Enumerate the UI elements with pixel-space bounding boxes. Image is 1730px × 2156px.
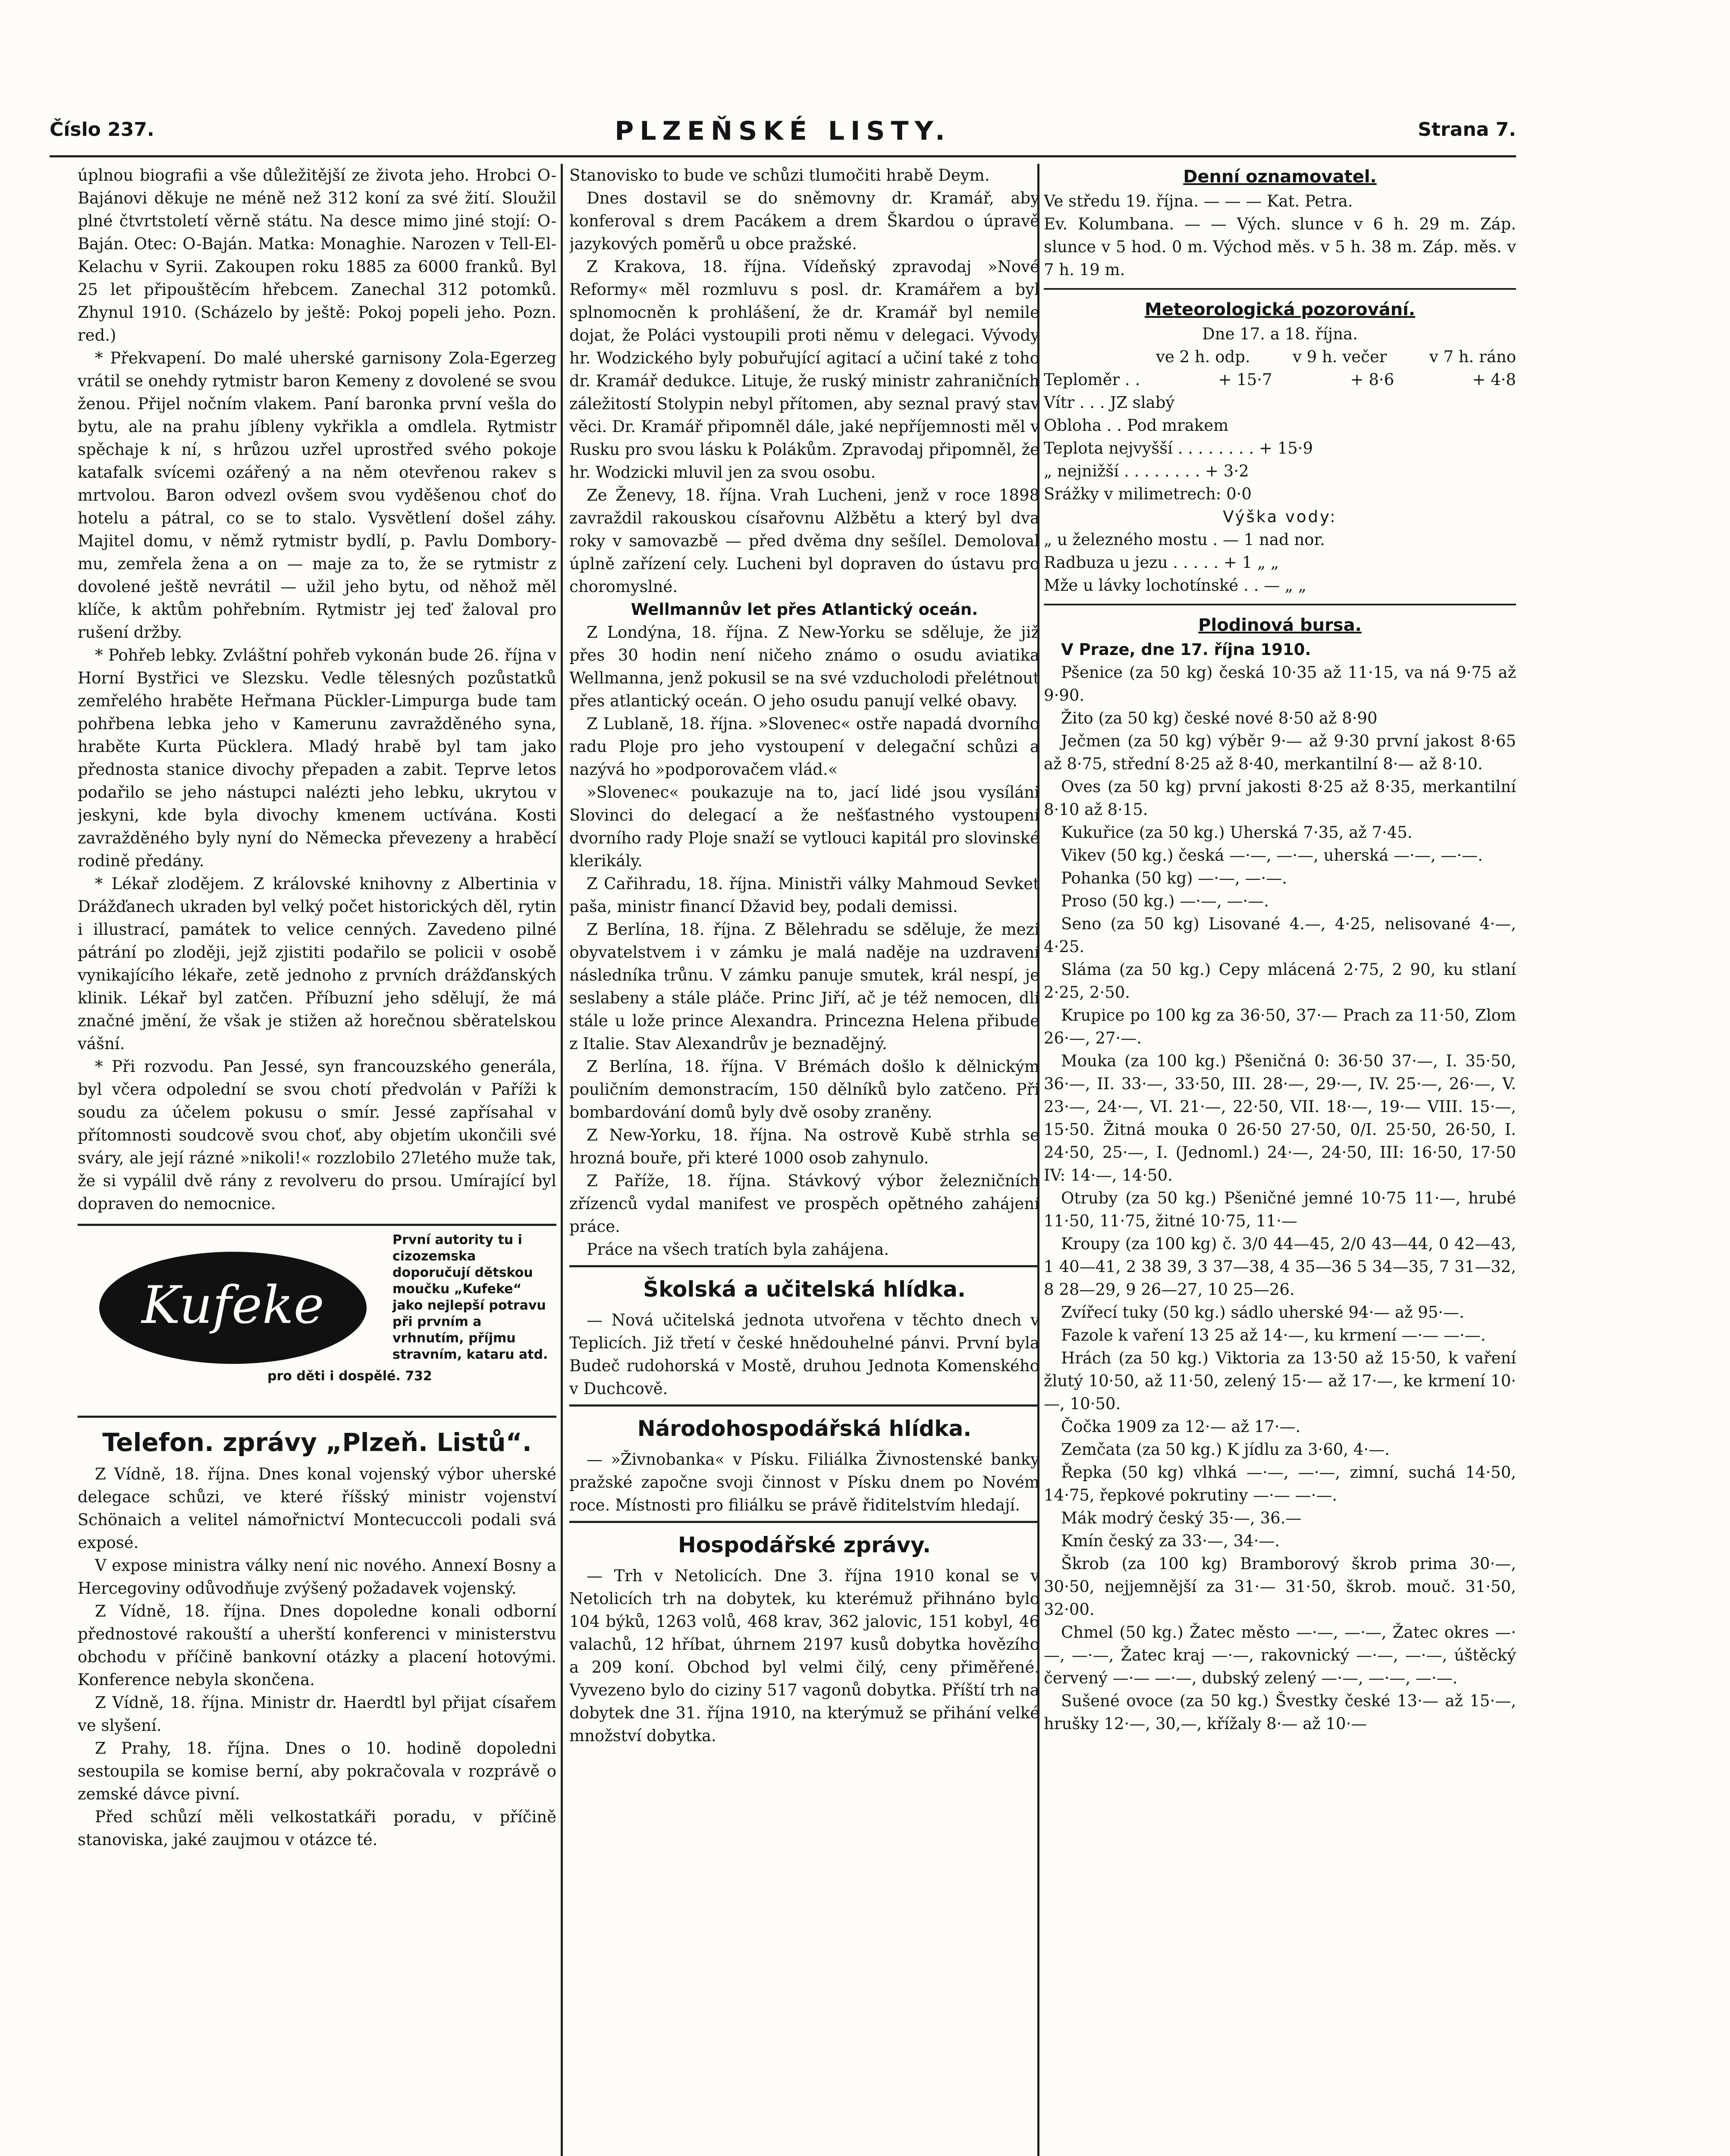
article-paragraph: * Překvapení. Do malé uherské garnisony Zola-Egerzeg vrátil se onehdy rytmistr baron Kemeny z dovolené se svou ženou. Přijel nočním vlakem. Paní baronka první vešla do bytu, ale na prahu jíbleny vykřikla a omdlela. Rytmistr spěchaje k ní, s hrůzou uzřel uprostřed svého pokoje katafalk svícemi ozářený a na něm otevřenou rakev s mrtvolou. Baron odvezl ovšem svou vyděšenou choť do hotelu a pátral, co se to stalo. Vysvětlení došel záhy. Majitel domu, v němž rytmistr bydlí, p. Pavlu Dombory-mu, zemřela žena a on — maje za to, že se rytmistr z dovolené ještě nevrátil — užil jeho bytu, od něhož měl klíče, k aktům pohřebním. Rytmistr jej teď žaloval pro rušení držby. — [78, 349, 556, 642]
article-paragraph: * Pohřeb lebky. Zvláštní pohřeb vykonán bude 26. října v Horní Bystřici ve Slezsku. Vedle tělesných pozůstatků zemřelého hraběte Heřmana Pückler-Limpurga bude tam pohřbena lebka jeho v Kamerunu zavražděného syna, hraběte Kurta Pücklera. Mladý hrabě byl tam jako přednosta stanice divochy přepaden a zabit. Teprve letos podařilo se jeho nástupci nalézti jeho lebku, ukrytou v jeskyni, kde byla divochy kmenem uctívána. Kosti zavražděného byly nyní do Německa převezeny a hraběcí rodině předány. — [78, 646, 556, 870]
ad-code: 732 — [405, 1369, 432, 1384]
article-paragraph: Z Cařihradu, 18. října. Ministři války Mahmoud Sevket paša, ministr financí Džavid bey, podali demissi. — [569, 874, 1039, 916]
telefon-item: V expose ministra války není nic nového. Annexí Bosny a Hercegoviny odůvodňuje zvýšený požadavek vojenský. — [78, 1556, 556, 1598]
article-paragraph: * Při rozvodu. Pan Jessé, syn francouzského generála, byl včera odpolední se svou chotí předvolán v Paříži k soudu za účelem pokusu o smír. Jessé zapřísahal v přítomnosti soudcově svou choť, aby objetím ukončili své sváry, ale její rázné »nikoli!« rozzlobilo 27letého muže tak, že si vypálil dvě rány z revolveru do prsou. Umírající byl dopraven do nemocnice. — [78, 1057, 556, 1213]
page-number: Strana 7. — [1418, 119, 1516, 141]
bursa-item: Škrob (za 100 kg) Bramborový škrob prima 30·—, 30·50, nejjemnější za 31·— 31·50, škrob. mouč. 31·50, 32·00. — [1044, 1554, 1516, 1619]
section-rule — [1044, 288, 1516, 290]
skolska-heading: Školská a učitelská hlídka. — [569, 1265, 1039, 1304]
section-rule — [1044, 604, 1516, 605]
ad-tagline — [267, 1368, 432, 1385]
bursa-item: Ječmen (za 50 kg) výběr 9·— až 9·30 první jakost 8·65 až 8·75, střední 8·25 až 8·40, merkantilní 8·— až 8·10. — [1044, 732, 1516, 773]
article-paragraph: Z Berlína, 18. října. Z Bělehradu se sděluje, že mezi obyvatelstvem i v zámku je malá naděje na uzdravení následníka trůnu. V zámku panuje smutek, král nespí, je seslabeny a stále pláče. Princ Jiří, ač je též nemocen, dlí stále u lože prince Alexandra. Princezna Helena přibude z Italie. Stav Alexandrův je beznadějný. — [569, 920, 1039, 1053]
column-1 — [78, 164, 556, 2156]
meteo-row: Srážky v milimetrech: 0·0 — [1044, 485, 1252, 503]
article-paragraph: Z Lublaně, 18. října. »Slovenec« ostře napadá dvorního radu Ploje pro jeho vystoupení v delegační schůzi a nazývá ho »podporovačem vlád.« — [569, 714, 1039, 779]
bursa-item: Pšenice (za 50 kg) česká 10·35 až 11·15, va ná 9·75 až 9·90. — [1044, 663, 1516, 705]
article-paragraph: Z New-Yorku, 18. října. Na ostrově Kubě strhla se hrozná bouře, při které 1000 osob zahynulo. — [569, 1126, 1039, 1167]
telefon-item: Před schůzí měli velkostatkáři poradu, v příčině stanoviska, jaké zaujmou v otázce té. — [78, 1808, 556, 1849]
vyska-line: Radbuza u jezu . . . . . + 1 „ „ — [1044, 553, 1279, 572]
bursa-item: Vikev (50 kg.) česká —·—, —·—, uherská —·—, —·—. — [1061, 846, 1483, 865]
meteo-col: ve 2 h. odp. — [1156, 348, 1250, 366]
meteo-date: Dne 17. a 18. října. — [1202, 325, 1358, 343]
telefon-item: Z Vídně, 18. října. Dnes konal vojenský výbor uherské delegace schůzi, ve které říšský ministr vojenství Schönaich a velitel námořnictví Montecuccoli podali svá exposé. — [78, 1465, 556, 1552]
meteo-row: Obloha . . Pod mrakem — [1044, 416, 1229, 435]
article-paragraph: Z Londýna, 18. října. Z New-Yorku se sděluje, že již přes 30 hodin není ničeho známo o osudu aviatika Wellmanna, jenž pokusil se na své vzducholodi přelétnout přes atlantický oceán. O jeho osudu panují velké obavy. — [569, 623, 1039, 710]
skolska-text: — Nová učitelská jednota utvořena v těchto dnech v Teplicích. Již třetí v české hnědouhelné pánvi. První byla Budeč rudohorská v Mostě, druhou Jednota Komenského v Duchcově. — [569, 1311, 1039, 1398]
kufeke-logo-text: Kufeke — [141, 1275, 324, 1335]
telefon-item: Z Vídně, 18. října. Ministr dr. Haerdtl byl přijat císařem ve slyšení. — [78, 1693, 556, 1735]
bursa-item: Kroupy (za 100 kg) č. 3/0 44—45, 2/0 43—44, 0 42—43, 1 40—41, 2 38 39, 3 37—38, 4 35—36 5 34—35, 7 31—32, 8 28—29, 9 26—27, 10 25—26. — [1044, 1235, 1516, 1299]
article-paragraph: Ze Ženevy, 18. října. Vrah Lucheni, jenž v roce 1898 zavraždil rakouskou císařovnu Alžbětu a který byl dva roky v samovazbě — před dvěma dny sešílel. Demoloval úplně zařízení cely. Lucheni byl dopraven do ústavu pro choromyslné. — [569, 486, 1039, 596]
meteo-columns — [1044, 345, 1516, 368]
denni-heading: Denní oznamovatel. — [1183, 167, 1377, 187]
bursa-item: Seno (za 50 kg) Lisované 4.—, 4·25, nelisované 4·—, 4·25. — [1044, 915, 1516, 956]
ad-side-text: První autority tu i cizozemska doporučují dětskou moučku „Kufeke“ jako nejlepší potravu při prvním a vrhnutím, příjmu stravním, kataru atd. — [392, 1232, 548, 1362]
column-divider-1 — [561, 164, 563, 2156]
article-paragraph: »Slovenec« poukazuje na to, jací lidé jsou vysíláni Slovinci do delegací a že nešťastného vystoupení dvorního rady Ploje snaží se vytlouci kapitál pro slovinské klerikály. — [569, 783, 1039, 870]
article-paragraph: Z Berlína, 18. října. V Brémách došlo k dělnickým pouličním demonstracím, 150 dělníků bylo zatčeno. Při bombardování domů byly dvě osoby zraněny. — [569, 1057, 1039, 1122]
article-paragraph: * Lékař zlodějem. Z královské knihovny z Albertinia v Drážďanech ukraden byl velký počet historických děl, rytin i illustrací, památek to velice cenných. Zavedeno pilné pátrání po zloději, jejž zjistiti podařilo se policii v osobě vynikajícího lékaře, zetě jednoho z prvních drážďanských klinik. Lékař byl zatčen. Příbuzní jeho sdělují, že má značné jmění, že však je stižen až horečnou sběratelskou vášní. — [78, 874, 556, 1053]
hospodar-heading: Hospodářské zprávy. — [569, 1521, 1039, 1560]
article-subheading: Wellmannův let přes Atlantický oceán. — [631, 600, 978, 619]
kufeke-logo — [95, 1243, 371, 1373]
vyska-heading: Výška vody: — [1223, 508, 1337, 526]
bursa-item: Řepka (50 kg) vlhká —·—, —·—, zimní, suchá 14·50, 14·75, řepkové pokrutiny —·— —·—. — [1044, 1463, 1516, 1504]
article-paragraph: Stanovisko to bude ve schůzi tlumočiti hrabě Deym. — [569, 166, 990, 185]
bursa-item: Sušené ovoce (za 50 kg.) Švestky české 13·— až 15·—, hrušky 12·—, 30,—, křížaly 8·— až 10·— — [1044, 1692, 1516, 1733]
meteo-row: „ nejnižší . . . . . . . . + 3·2 — [1044, 462, 1249, 480]
column-3 — [1044, 164, 1516, 2156]
telefon-item: Z Vídně, 18. října. Dnes dopoledne konali odborní přednostové rakouští a uherští konferenci v ministerstvu obchodu v příčině bankovní otázky a placení hotovými. Konference nebyla skončena. — [78, 1602, 556, 1689]
hospodar-text: — Trh v Netolicích. Dne 3. října 1910 konal se v Netolicích trh na dobytek, ku kterémuž přihnáno bylo 104 býků, 1263 volů, 468 krav, 362 jalovic, 151 kobyl, 46 valachů, 12 hříbat, úhrnem 2197 kusů dobytka hovězího a 209 koní. Obchod byl velmi čilý, ceny přiměřené. Vyvezeno bylo do ciziny 517 vagonů dobytka. Příští trh na dobytek dne 31. října 1910, na kterýmuž se přihání velké množství dobytka. — [569, 1567, 1039, 1745]
bursa-item: Krupice po 100 kg za 36·50, 37·— Prach za 11·50, Zlom 26·—, 27·—. — [1044, 1006, 1516, 1047]
issue-number: Číslo 237. — [50, 119, 154, 141]
telefon-item: Z Prahy, 18. října. Dnes o 10. hodině dopoledni sestoupila se komise berní, aby pokračovala v rozprávě o zemské dávce pivní. — [78, 1739, 556, 1803]
article-paragraph: Práce na všech tratích byla zahájena. — [587, 1240, 889, 1259]
page-header — [50, 116, 1516, 149]
column-2 — [569, 164, 1039, 2156]
narodohosp-heading: Národohospodářská hlídka. — [569, 1404, 1039, 1444]
denni-line: Ve středu 19. října. — — — Kat. Petra. — [1044, 192, 1353, 210]
bursa-item: Zemčata (za 50 kg.) K jídlu za 3·60, 4·—. — [1061, 1440, 1390, 1459]
article-paragraph: úplnou biografii a vše důležitější ze života jeho. Hrobci O-Bajánovi děkuje ne méně než 312 koní za své žití. Sloužil plné čtvrtstoletí věrně státu. Na desce mimo jiné stojí: O-Baján. Otec: O-Baján. Matka: Monaghie. Narozen v Tell-El-Kelachu v Syrii. Zakoupen roku 1885 za 6000 franků. Byl 25 let připouštěcím hřebcem. Zanechal 312 potomků. Zhynul 1910. (Scházelo by ještě: Pokoj popeli jeho. Pozn. red.) — [78, 166, 556, 345]
bursa-item: Mouka (za 100 kg.) Pšeničná 0: 36·50 37·—, I. 35·50, 36·—, II. 33·—, 33·50, III. 28·—, 29·—, IV. 25·—, 26·—, V. 23·—, 24·—, VI. 21·—, 22·50, VII. 18·—, 19·— VIII. 15·—, 15·50. Žitná mouka 0 26·50 27·50, 0/I. 25·50, 26·50, I. 24·50, 25·—, I. (Jednoml.) 24·—, 24·50, III: 16·50, 17·50 IV: 14·—, 14·50. — [1044, 1052, 1516, 1185]
vyska-line: „ u železného mostu . — 1 nad nor. — [1044, 530, 1325, 549]
bursa-item: Hrách (za 50 kg.) Viktoria za 13·50 až 15·50, k vaření žlutý 10·50, až 11·50, zelený 15·— až 17·—, ke krmení 10·—, 10·50. — [1044, 1349, 1516, 1413]
meteo-row: Vítr . . . JZ slabý — [1044, 393, 1175, 412]
bursa-date: V Praze, dne 17. října 1910. — [1061, 640, 1311, 659]
bursa-item: Proso (50 kg.) —·—, —·—. — [1061, 892, 1269, 910]
bursa-heading: Plodinová bursa. — [1198, 615, 1362, 635]
vyska-line: Mže u lávky lochotínské . . — „ „ — [1044, 576, 1306, 595]
meteo-value: + 8·6 — [1350, 370, 1394, 389]
bursa-item: Chmel (50 kg.) Žatec město —·—, —·—, Žatec okres —·—, —·—, Žatec kraj —·—, rakovnický —·—, —·—, úštěcký červený —·— —·—, dubský zelený —·—, —·—, —·—. — [1044, 1623, 1516, 1687]
meteo-value: + 15·7 — [1218, 370, 1272, 389]
bursa-item: Kukuřice (za 50 kg.) Uherská 7·35, až 7·45. — [1061, 823, 1413, 842]
bursa-item: Zvířecí tuky (50 kg.) sádlo uherské 94·— až 95·—. — [1061, 1303, 1464, 1322]
meteo-value: + 4·8 — [1472, 370, 1516, 389]
ad-tag-text: pro děti i dospělé. — [267, 1369, 401, 1384]
denni-line: Ev. Kolumbana. — — Vých. slunce v 6 h. 29 m. Záp. slunce v 5 hod. 0 m. Východ měs. v 5 h. 38 m. Záp. měs. v 7 h. 19 m. — [1044, 215, 1516, 279]
meteo-row — [1044, 368, 1516, 391]
bursa-item: Sláma (za 50 kg.) Cepy mlácená 2·75, 2 90, ku stlaní 2·25, 2·50. — [1044, 960, 1516, 1002]
meteo-col: v 7 h. ráno — [1429, 348, 1516, 366]
bursa-item: Otruby (za 50 kg.) Pšeničné jemné 10·75 11·—, hrubé 11·50, 11·75, žitné 10·75, 11·— — [1044, 1189, 1516, 1230]
meteo-row: Teplota nejvyšší . . . . . . . . + 15·9 — [1044, 439, 1313, 458]
bursa-item: Mák modrý český 35·—, 36.— — [1061, 1509, 1302, 1527]
bursa-item: Oves (za 50 kg) první jakosti 8·25 až 8·35, merkantilní 8·10 až 8·15. — [1044, 777, 1516, 819]
bursa-item: Žito (za 50 kg) české nové 8·50 až 8·90 — [1061, 709, 1378, 727]
article-paragraph: Z Krakova, 18. října. Vídeňský zpravodaj »Nové Reformy« měl rozmluvu s posl. dr. Kramářem a byl splnomocněn k prohlášení, že dr. Kramář byl nemile dojat, že Poláci vystoupili proti němu v delegaci. Vývody hr. Wodzického byly pobuřující agitací a učiní také z toho dr. Kramář dedukce. Lituje, že ruský ministr zahraničních záležitostí Stolypin nebyl přítomen, aby seznal pravý stav věci. Dr. Kramář připomněl dále, jaké nepříjemnosti měl v Rusku pro svou lásku k Polákům. Zpravodaj připomněl, že hr. Wodzicki mluvil jen za svou osobu. — [569, 257, 1039, 482]
telefon-heading: Telefon. zprávy „Plzeň. Listů“. — [102, 1428, 532, 1457]
narodohosp-text: — »Živnobanka« v Písku. Filiálka Živnostenské banky pražské započne svoji činnost v Písku dnem po Novém roce. Místnosti pro filiálku se právě řiditelstvím hledají. — [569, 1450, 1039, 1514]
meteo-row-label: Teploměr . . — [1044, 370, 1140, 389]
bursa-item: Pohanka (50 kg) —·—, —·—. — [1061, 869, 1287, 887]
header-rule — [50, 155, 1516, 157]
article-paragraph: Z Paříže, 18. října. Stávkový výbor železničních zřízenců vydal manifest ve prospěch opětného zahájení práce. — [569, 1172, 1039, 1236]
bursa-item: Čočka 1909 za 12·— až 17·—. — [1061, 1417, 1301, 1436]
article-paragraph: Dnes dostavil se do sněmovny dr. Kramář, aby konferoval s drem Pacákem a drem Škardou o úpravě jazykových poměrů u obce pražské. — [569, 189, 1039, 253]
meteo-heading: Meteorologická pozorování. — [1144, 300, 1416, 320]
kufeke-advertisement — [78, 1224, 556, 1418]
bursa-item: Kmín český za 33·—, 34·—. — [1061, 1532, 1280, 1550]
meteo-col: v 9 h. večer — [1293, 348, 1387, 366]
newspaper-title: PLZEŇSKÉ LISTY. — [615, 116, 951, 146]
bursa-item: Fazole k vaření 13 25 až 14·—, ku krmení —·— —·—. — [1061, 1326, 1486, 1344]
